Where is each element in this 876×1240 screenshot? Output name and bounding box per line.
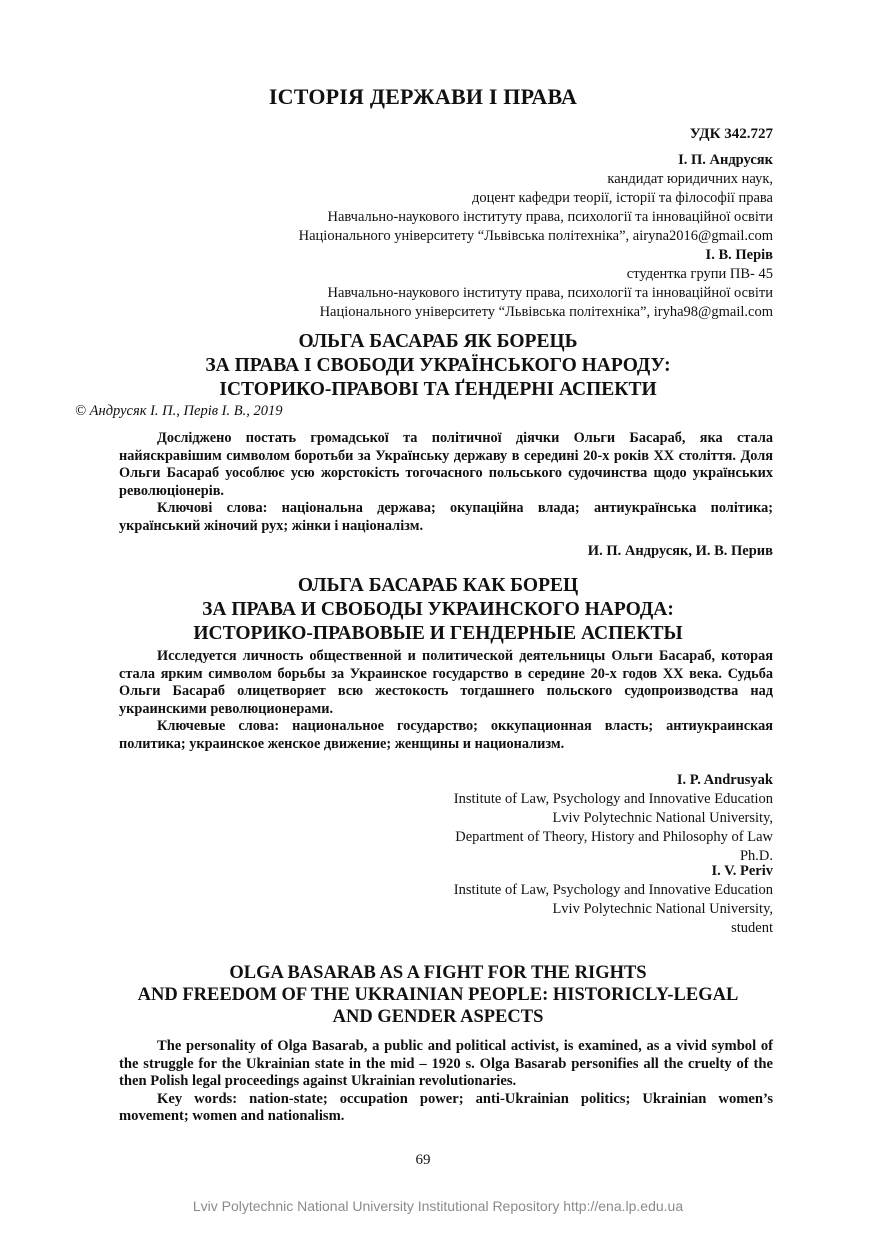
en-author-1 [454, 771, 773, 866]
en-author-1-line: Institute of Law, Psychology and Innovative Education [453, 791, 773, 807]
ua-title-line: ЗА ПРАВА І СВОБОДИ УКРАЇНСЬКОГО НАРОДУ: [205, 355, 671, 376]
ua-author-1-line: Навчально-наукового інституту права, психології та інноваційної освіти [327, 209, 773, 225]
en-author-1-name: I. P. Andrusyak [676, 772, 773, 788]
ua-author-2 [320, 246, 773, 322]
ua-abstract [119, 430, 773, 535]
udc-code: УДК 342.727 [689, 126, 773, 142]
ua-author-1 [299, 151, 773, 246]
ru-authors: И. П. Андрусяк, И. В. Перив [587, 543, 773, 559]
en-keywords: Key words: nation-state; occupation power; anti-Ukrainian politics; Ukrainian women’s movement; women and nationalism. [119, 1090, 773, 1124]
section-title: ІСТОРІЯ ДЕРЖАВИ І ПРАВА [268, 84, 578, 109]
ru-keywords: Ключевые слова: национальное государство; оккупационная власть; антиукраинская политика; украинское женское движение; женщины и национализм. [119, 718, 773, 752]
ua-article-title [103, 330, 773, 402]
en-author-2-line: student [731, 920, 773, 936]
en-author-1-line: Lviv Polytechnic National University, [552, 810, 773, 826]
ua-author-2-line: Навчально-наукового інституту права, психології та інноваційної освіти [327, 285, 773, 301]
ua-author-1-line: доцент кафедри теорії, історії та філософії права [472, 190, 773, 206]
en-author-2 [454, 862, 773, 938]
ru-title-line: ЗА ПРАВА И СВОБОДЫ УКРАИНСКОГО НАРОДА: [202, 599, 674, 620]
en-author-1-line: Ph.D. [739, 848, 773, 864]
ua-abstract-text: Досліджено постать громадської та політичної діячки Ольги Басараб, яка стала найяскравішим символом боротьби за Українську державу в середині 20-х років XX століття. Доля Ольги Басараб уособлює усю жорстокість тогочасного польського судочинства щодо українських революціонерів. [119, 430, 773, 499]
repository-footer: Lviv Polytechnic National University Institutional Repository http://ena.lp.edu.ua [192, 1198, 684, 1214]
copyright-notice: © Андрусяк І. П., Перів І. В., 2019 [75, 403, 283, 419]
ua-author-2-name: І. В. Перів [705, 247, 773, 263]
ru-title-line: ИСТОРИКО-ПРАВОВЫЕ И ГЕНДЕРНЫЕ АСПЕКТЫ [193, 623, 683, 644]
en-title-line: AND GENDER ASPECTS [332, 1007, 544, 1027]
ua-author-1-line: Національного університету “Львівська політехніка”, airyna2016@gmail.com [298, 228, 773, 244]
en-abstract [119, 1038, 773, 1126]
ru-title-line: ОЛЬГА БАСАРАБ КАК БОРЕЦ [297, 575, 579, 596]
en-author-2-line: Institute of Law, Psychology and Innovative Education [453, 882, 773, 898]
ru-article-title [103, 574, 773, 646]
ua-title-line: ОЛЬГА БАСАРАБ ЯК БОРЕЦЬ [298, 331, 578, 352]
en-title-line: OLGA BASARAB AS A FIGHT FOR THE RIGHTS [229, 963, 647, 983]
en-author-2-line: Lviv Polytechnic National University, [552, 901, 773, 917]
en-article-title [103, 962, 773, 1028]
ua-author-1-name: І. П. Андрусяк [678, 152, 773, 168]
ua-author-2-line: студентка групи ПВ- 45 [626, 266, 773, 282]
en-author-1-line: Department of Theory, History and Philosophy of Law [455, 829, 773, 845]
ua-author-1-line: кандидат юридичних наук, [607, 171, 773, 187]
en-title-line: AND FREEDOM OF THE UKRAINIAN PEOPLE: HISTORICLY-LEGAL [137, 985, 739, 1005]
ua-title-line: ІСТОРИКО-ПРАВОВІ ТА ҐЕНДЕРНІ АСПЕКТИ [219, 379, 657, 400]
en-abstract-text: The personality of Olga Basarab, a public and political activist, is examined, as a vivid symbol of the struggle for the Ukrainian state in the mid – 1920 s. Olga Basarab personifies all the cruelty of the then Polish legal proceedings against Ukrainian revolutionaries. [119, 1038, 773, 1089]
ru-abstract-text: Исследуется личность общественной и политической деятельницы Ольги Басараб, которая стала ярким символом борьбы за Украинское государство в середине 20-х годов XX века. Судьба Ольги Басараб олицетворяет всю жестокость тогдашнего польского судопроизводства над украинскими революционерами. [119, 648, 773, 717]
page-number: 69 [415, 1152, 431, 1168]
ru-abstract [119, 648, 773, 753]
ua-author-2-line: Національного університету “Львівська політехніка”, iryha98@gmail.com [319, 304, 773, 320]
en-author-2-name: I. V. Periv [711, 863, 773, 879]
ua-keywords: Ключові слова: національна держава; окупаційна влада; антиукраїнська політика; український жіночий рух; жінки і націоналізм. [119, 500, 773, 534]
